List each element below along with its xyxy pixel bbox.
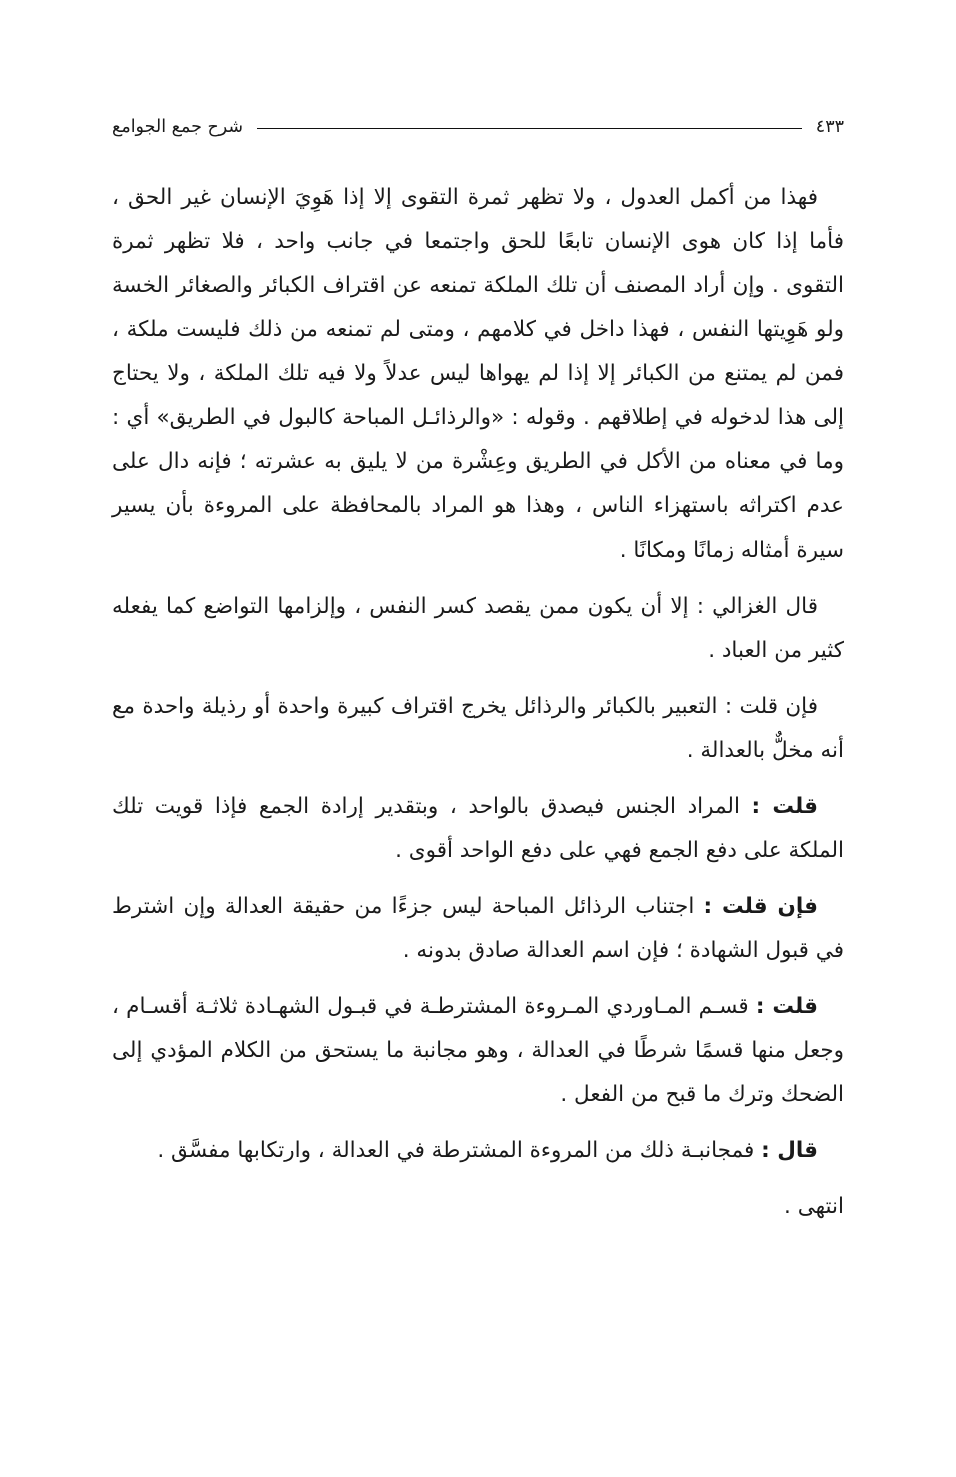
paragraph-6	[112, 985, 844, 1117]
paragraph-4	[112, 785, 844, 873]
paragraph-5-lead: فإن قلت :	[703, 893, 818, 919]
paragraph-7	[112, 1129, 844, 1173]
paragraph-5-text: اجتناب الرذائل المباحة ليس جزءًا من حقيقة العدالة وإن اشترط في قبول الشهادة ؛ فإن اسم العدالة صادق بدونه .	[112, 893, 844, 963]
page-header	[112, 112, 844, 142]
header-divider	[257, 128, 802, 129]
paragraph-7-text: فمجانبـة ذلك من المروءة المشترطة في العدالة ، وارتكابها مفسَّق .	[157, 1138, 762, 1164]
page-content	[112, 112, 844, 1417]
paragraph-4-lead: قلت :	[751, 793, 818, 819]
paragraph-6-text: قسـم المـاوردي المـروءة المشترطـة في قبـول الشهـادة ثلاثـة أقسـام ، وجعل منها قسمًا شرطًا في العدالة ، وهو مجانبة ما يستحق من الكلام المؤدي إلى الضحك وترك ما قبح من الفعل .	[112, 994, 844, 1108]
paragraph-6-lead: قلت :	[755, 994, 818, 1020]
paragraph-3	[112, 685, 844, 773]
book-title: شرح جمع الجوامع	[112, 117, 244, 137]
paragraph-1-text: فهذا من أكمل العدول ، ولا تظهر ثمرة التقوى إلا إذا هَوِيَ الإنسان غير الحق ، فأما إذا كان هوى الإنسان تابعًا للحق واجتمعا في جانب واحد ، فلا تظهر ثمرة التقوى . وإن أراد المصنف أن تلك الملكة تمنعه عن اقتراف الكبائر والصغائر الخسة ولو هَوِيتها النفس ، فهذا داخل في كلامهم ، ومتى لم تمنعه من ذلك فليست ملكة ، فمن لم يمتنع من الكبائر إلا إذا لم يهواها ليس عدلاً ولا فيه تلك الملكة ، ولا يحتاج إلى هذا لدخوله في إطلاقهم . وقوله : «والرذائـل المباحة كالبول في الطريق» أي : وما في معناه من الأكل في الطريق وعِشْرة من لا يليق به عشرته ؛ فإنه دال على عدم اكتراثه باستهزاء الناس ، وهذا هو المراد بالمحافظة على المروءة بأن يسير سيرة أمثاله زمانًا ومكانًا .	[112, 185, 844, 563]
paragraph-1	[112, 176, 844, 573]
paragraph-2-text: قال الغزالي : إلا أن يكون ممن يقصد كسر النفس ، وإلزامها التواضع كما يفعله كثير من العباد .	[112, 593, 844, 663]
closing-line: انتهى .	[784, 1194, 844, 1220]
paragraph-2	[112, 585, 844, 673]
paragraph-5	[112, 885, 844, 973]
paragraph-3-text: فإن قلت : التعبير بالكبائر والرذائل يخرج اقتراف كبيرة واحدة أو رذيلة واحدة مع أنه مخلٌّ بالعدالة .	[112, 693, 844, 763]
body-text	[112, 176, 844, 1229]
paragraph-7-lead: قال :	[761, 1138, 818, 1164]
page-number: ٤٣٣	[815, 117, 844, 137]
paragraph-4-text: المراد الجنس فيصدق بالواحد ، وبتقدير إرادة الجمع فإذا قويت تلك الملكة على دفع الجمع فهي على دفع الواحد أقوى .	[112, 793, 844, 863]
